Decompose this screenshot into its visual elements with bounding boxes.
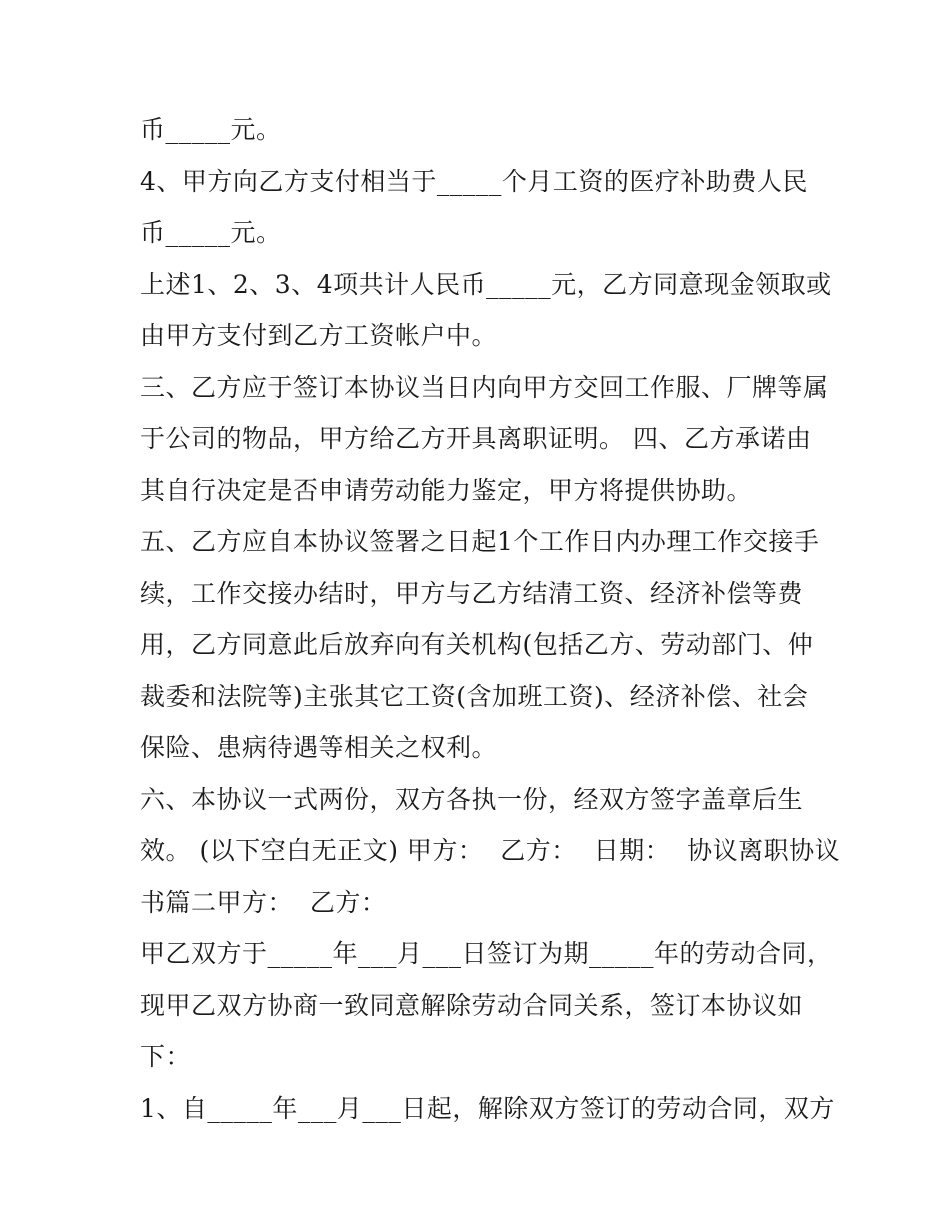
text-line: 甲乙双方于_____年___月___日签订为期_____年的劳动合同， [140, 939, 833, 968]
text-line: 1、自_____年___月___日起，解除双方签订的劳动合同，双方 [140, 1093, 835, 1123]
text-line: 书篇二甲方： 乙方： [140, 887, 387, 917]
text-line: 现甲乙双方协商一致同意解除劳动合同关系，签订本协议如 [140, 990, 804, 1020]
text-line: 下： [140, 1042, 192, 1071]
text-line: 由甲方支付到乙方工资帐户中。 [140, 321, 498, 350]
text-line: 币_____元。 [140, 115, 282, 144]
text-line: 效。 (以下空白无正文) 甲方： 乙方： 日期： 协议离职协议 [140, 836, 841, 865]
text-line: 三、乙方应于签订本协议当日内向甲方交回工作服、厂牌等属 [140, 372, 829, 402]
text-line: 六、本协议一式两份，双方各执一份，经双方签字盖章后生 [140, 784, 804, 814]
text-line: 裁委和法院等)主张其它工资(含加班工资)、经济补偿、社会 [140, 681, 809, 711]
document-body [140, 104, 841, 1134]
text-line: 于公司的物品，甲方给乙方开具离职证明。 四、乙方承诺由 [140, 424, 812, 453]
text-line: 4、甲方向乙方支付相当于_____个月工资的医疗补助费人民 [140, 166, 808, 196]
text-line: 币_____元。 [140, 218, 282, 247]
text-line: 其自行决定是否申请劳动能力鉴定，甲方将提供协助。 [140, 475, 753, 505]
text-line: 五、乙方应自本协议签署之日起1个工作日内办理工作交接手 [140, 527, 820, 556]
text-line: 续，工作交接办结时，甲方与乙方结清工资、经济补偿等费 [140, 578, 804, 608]
text-line: 上述1、2、3、4项共计人民币_____元，乙方同意现金领取或 [140, 269, 832, 299]
text-line: 用，乙方同意此后放弃向有关机构(包括乙方、劳动部门、仲 [140, 630, 814, 659]
text-line: 保险、患病待遇等相关之权利。 [140, 733, 498, 762]
